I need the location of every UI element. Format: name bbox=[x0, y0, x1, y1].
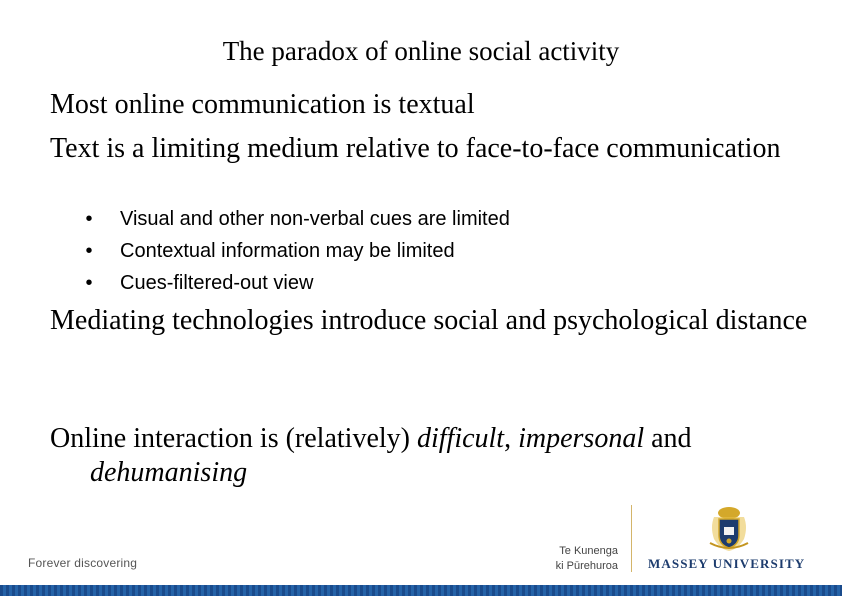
bullet-icon: • bbox=[85, 208, 93, 230]
sub-bullet-item bbox=[82, 203, 510, 235]
sub-bullet-text: Visual and other non-verbal cues are limited bbox=[120, 208, 510, 230]
sub-bullet-text: Contextual information may be limited bbox=[120, 240, 455, 262]
maori-line: ki Pūrehuroa bbox=[555, 560, 618, 572]
point-text: , bbox=[504, 423, 519, 454]
emphasis-dehumanising: dehumanising bbox=[90, 457, 248, 488]
point-textual: Most online communication is textual bbox=[50, 89, 475, 120]
sub-bullet-text: Cues-filtered-out view bbox=[120, 272, 314, 294]
maori-line: Te Kunenga bbox=[559, 545, 618, 557]
point-online-interaction bbox=[50, 422, 842, 490]
footer-tagline: Forever discovering bbox=[28, 556, 138, 570]
emphasis-impersonal: impersonal bbox=[518, 423, 645, 454]
bullet-icon: • bbox=[85, 272, 93, 294]
university-crest-icon bbox=[706, 505, 752, 553]
footer-bar bbox=[0, 585, 842, 596]
point-text: and bbox=[644, 423, 692, 454]
bullet-icon: • bbox=[85, 240, 93, 262]
slide-title: The paradox of online social activity bbox=[222, 36, 620, 66]
sub-bullet-item bbox=[82, 267, 510, 299]
sub-bullet-item bbox=[82, 235, 510, 267]
footer-divider bbox=[631, 505, 632, 572]
point-limiting-medium: Text is a limiting medium relative to face-to-face communication bbox=[50, 133, 781, 164]
point-mediating-technologies: Mediating technologies introduce social and psychological distance bbox=[50, 305, 808, 336]
emphasis-difficult: difficult bbox=[416, 423, 505, 454]
point-text: Online interaction is (relatively) bbox=[50, 423, 417, 454]
sub-bullet-list bbox=[82, 203, 510, 299]
university-name: MASSEY UNIVERSITY bbox=[648, 556, 806, 571]
maori-name bbox=[548, 544, 618, 574]
